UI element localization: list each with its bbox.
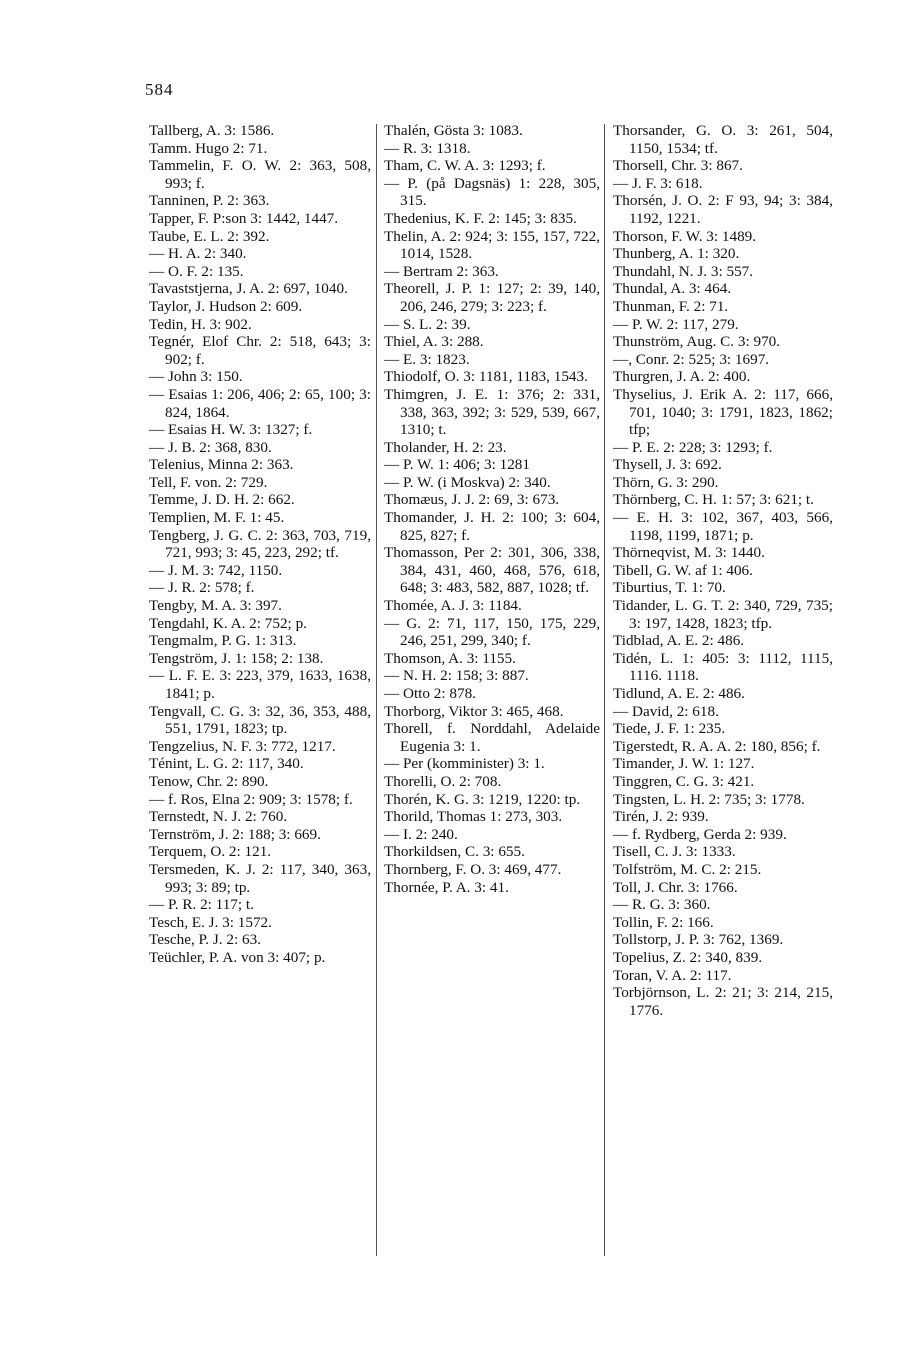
index-entry: Thornée, P. A. 3: 41. <box>384 878 509 896</box>
index-entry: — P. W. (i Moskva) 2: 340. <box>384 473 551 491</box>
index-entry: Thomasson, Per 2: 301, 306, 338, 384, 431, 460, 468, 576, 618, 648; 3: 483, 582, 887, 1028; tf. <box>384 544 600 597</box>
index-entry: Thorsell, Chr. 3: 867. <box>613 157 743 175</box>
index-entry: Thunman, F. 2: 71. <box>613 297 729 315</box>
index-entry: — L. F. E. 3: 223, 379, 1633, 1638, 1841; p. <box>149 667 371 702</box>
index-entry: Tham, C. W. A. 3: 1293; f. <box>384 157 546 175</box>
index-entry: Tigerstedt, R. A. A. 2: 180, 856; f. <box>613 737 821 755</box>
index-entry: Tallberg, A. 3: 1586. <box>149 122 275 139</box>
index-entry: Tersmeden, K. J. 2: 117, 340, 363, 993; 3: 89; tp. <box>149 860 371 896</box>
index-entry: — E. 3: 1823. <box>384 350 470 368</box>
index-entry: Tamm. Hugo 2: 71. <box>149 139 268 157</box>
index-entry: Tengberg, J. G. C. 2: 363, 703, 719, 721, 993; 3: 45, 223, 292; tf. <box>149 526 371 562</box>
index-column-3 <box>613 122 833 1019</box>
index-entry: Tesche, P. J. 2: 63. <box>149 931 261 949</box>
index-entry: Tiede, J. F. 1: 235. <box>613 720 726 738</box>
index-entry: Taube, E. L. 2: 392. <box>149 227 270 245</box>
index-entry: Timander, J. W. 1: 127. <box>613 755 755 773</box>
index-entry: Thörnberg, C. H. 1: 57; 3: 621; t. <box>613 491 814 509</box>
index-entry: — Bertram 2: 363. <box>384 262 499 280</box>
index-entry: — G. 2: 71, 117, 150, 175, 229, 246, 251, 299, 340; f. <box>384 614 600 650</box>
index-entry: Thiodolf, O. 3: 1181, 1183, 1543. <box>384 368 588 386</box>
index-entry: Torbjörnson, L. 2: 21; 3: 214, 215, 1776. <box>613 984 833 1019</box>
index-entry: Tingsten, L. H. 2: 735; 3: 1778. <box>613 790 805 808</box>
index-entry: Thorelli, O. 2: 708. <box>384 772 502 790</box>
index-entry: Thalén, Gösta 3: 1083. <box>384 122 523 139</box>
index-entry: Tengby, M. A. 3: 397. <box>149 597 282 615</box>
index-entry: Thomæus, J. J. 2: 69, 3: 673. <box>384 491 560 509</box>
index-entry: Thornberg, F. O. 3: 469, 477. <box>384 860 562 878</box>
index-entry: Tengström, J. 1: 158; 2: 138. <box>149 649 324 667</box>
index-entry: Tegnér, Elof Chr. 2: 518, 643; 3: 902; f. <box>149 333 371 368</box>
index-entry: — David, 2: 618. <box>613 702 719 720</box>
index-column-1 <box>149 122 371 967</box>
index-entry: Thorborg, Viktor 3: 465, 468. <box>384 702 564 720</box>
index-entry: Thunberg, A. 1: 320. <box>613 245 740 263</box>
index-entry: Tiburtius, T. 1: 70. <box>613 579 726 597</box>
index-entry: Tidblad, A. E. 2: 486. <box>613 632 745 650</box>
column-divider <box>604 124 605 1256</box>
index-entry: Thimgren, J. E. 1: 376; 2: 331, 338, 363, 392; 3: 529, 539, 667, 1310; t. <box>384 385 600 439</box>
index-entry: — O. F. 2: 135. <box>149 262 244 280</box>
index-entry: Thörn, G. 3: 290. <box>613 473 719 491</box>
index-entry: Tollstorp, J. P. 3: 762, 1369. <box>613 931 784 949</box>
index-entry: Tesch, E. J. 3: 1572. <box>149 913 272 931</box>
index-entry: Tammelin, F. O. W. 2: 363, 508, 993; f. <box>149 157 371 192</box>
index-entry: Thomée, A. J. 3: 1184. <box>384 597 522 615</box>
index-entry: Thelin, A. 2: 924; 3: 155, 157, 722, 1014, 1528. <box>384 227 600 263</box>
index-entry: Theorell, J. P. 1: 127; 2: 39, 140, 206, 246, 279; 3: 223; f. <box>384 280 600 315</box>
index-entry: Toran, V. A. 2: 117. <box>613 966 732 984</box>
index-entry: — f. Ros, Elna 2: 909; 3: 1578; f. <box>149 790 353 808</box>
index-entry: Tolfström, M. C. 2: 215. <box>613 860 762 878</box>
index-entry: Tapper, F. P:son 3: 1442, 1447. <box>149 209 339 227</box>
index-entry: — R. G. 3: 360. <box>613 896 711 914</box>
index-entry: Thomander, J. H. 2: 100; 3: 604, 825, 827; f. <box>384 509 600 544</box>
index-entry: — P. W. 1: 406; 3: 1281 <box>384 456 530 474</box>
index-entry: Tell, F. von. 2: 729. <box>149 473 268 491</box>
index-entry: — J. M. 3: 742, 1150. <box>149 561 283 579</box>
index-entry: Tibell, G. W. af 1: 406. <box>613 561 753 579</box>
index-entry: Thorkildsen, C. 3: 655. <box>384 843 525 861</box>
index-entry: Thomson, A. 3: 1155. <box>384 649 516 667</box>
index-entry: Tanninen, P. 2: 363. <box>149 192 270 210</box>
index-entry: Thunström, Aug. C. 3: 970. <box>613 333 781 351</box>
index-entry: — Esaias H. W. 3: 1327; f. <box>149 421 313 439</box>
index-entry: Thorsén, J. O. 2: F 93, 94; 3: 384, 1192, 1221. <box>613 192 833 227</box>
index-entry: Thedenius, K. F. 2: 145; 3: 835. <box>384 209 577 227</box>
index-entry: Terquem, O. 2: 121. <box>149 843 272 861</box>
index-entry: Thorén, K. G. 3: 1219, 1220: tp. <box>384 790 581 808</box>
index-entry: Thorell, f. Norddahl, Adelaide Eugenia 3: 1. <box>384 720 600 755</box>
index-entry: — N. H. 2: 158; 3: 887. <box>384 667 529 685</box>
index-entry: Thorild, Thomas 1: 273, 303. <box>384 808 563 826</box>
index-entry: — R. 3: 1318. <box>384 139 471 157</box>
index-entry: Tenow, Chr. 2: 890. <box>149 772 269 790</box>
index-entry: Ténint, L. G. 2: 117, 340. <box>149 755 304 773</box>
index-entry: — Otto 2: 878. <box>384 685 476 702</box>
index-entry: — P. R. 2: 117; t. <box>149 896 254 914</box>
index-entry: — J. R. 2: 578; f. <box>149 579 255 597</box>
index-entry: Tengzelius, N. F. 3: 772, 1217. <box>149 737 336 755</box>
column-divider <box>376 124 377 1256</box>
index-entry: Teüchler, P. A. von 3: 407; p. <box>149 948 326 966</box>
index-entry: — Per (komminister) 3: 1. <box>384 755 545 773</box>
index-entry: Tirén, J. 2: 939. <box>613 808 709 826</box>
index-entry: Tengvall, C. G. 3: 32, 36, 353, 488, 551, 1791, 1823; tp. <box>149 702 371 738</box>
index-entry: Thiel, A. 3: 288. <box>384 333 484 351</box>
index-entry: Tengdahl, K. A. 2: 752; p. <box>149 614 307 632</box>
index-entry: — P. W. 2: 117, 279. <box>613 315 739 333</box>
index-entry: Thorson, F. W. 3: 1489. <box>613 227 757 245</box>
index-column-2 <box>384 122 600 896</box>
index-entry: Tinggren, C. G. 3: 421. <box>613 772 755 790</box>
index-entry: —, Conr. 2: 525; 3: 1697. <box>613 350 770 368</box>
index-entry: Temme, J. D. H. 2: 662. <box>149 491 295 509</box>
index-entry: Ternstedt, N. J. 2: 760. <box>149 808 288 826</box>
index-entry: Tholander, H. 2: 23. <box>384 438 507 456</box>
index-entry: Tengmalm, P. G. 1: 313. <box>149 632 297 650</box>
index-entry: — E. H. 3: 102, 367, 403, 566, 1198, 1199, 1871; p. <box>613 509 833 544</box>
index-entry: — P. (på Dagsnäs) 1: 228, 305, 315. <box>384 174 600 210</box>
index-entry: Thundal, A. 3: 464. <box>613 280 732 298</box>
index-entry: Toll, J. Chr. 3: 1766. <box>613 878 738 896</box>
index-entry: Tollin, F. 2: 166. <box>613 913 714 931</box>
index-entry: — John 3: 150. <box>149 368 243 386</box>
index-entry: Tidén, L. 1: 405: 3: 1112, 1115, 1116. 1118. <box>613 649 833 685</box>
index-entry: Taylor, J. Hudson 2: 609. <box>149 297 303 315</box>
index-entry: Tidlund, A. E. 2: 486. <box>613 685 745 702</box>
index-entry: Thorsander, G. O. 3: 261, 504, 1150, 1534; tf. <box>613 122 833 157</box>
index-entry: Thysell, J. 3: 692. <box>613 456 722 474</box>
index-entry: Tedin, H. 3: 902. <box>149 315 252 333</box>
index-entry: Topelius, Z. 2: 340, 839. <box>613 948 763 966</box>
page-number: 584 <box>145 80 174 99</box>
index-entry: Tisell, C. J. 3: 1333. <box>613 843 736 861</box>
index-entry: — S. L. 2: 39. <box>384 315 471 333</box>
index-entry: Telenius, Minna 2: 363. <box>149 456 294 474</box>
index-entry: Tavaststjerna, J. A. 2: 697, 1040. <box>149 280 348 298</box>
index-entry: — I. 2: 240. <box>384 825 458 843</box>
index-entry: — P. E. 2: 228; 3: 1293; f. <box>613 438 773 456</box>
index-entry: Templien, M. F. 1: 45. <box>149 509 285 527</box>
index-entry: Thyselius, J. Erik A. 2: 117, 666, 701, 1040; 3: 1791, 1823, 1862; tfp; <box>613 385 833 439</box>
index-entry: Thundahl, N. J. 3: 557. <box>613 262 754 280</box>
index-entry: Tidander, L. G. T. 2: 340, 729, 735; 3: 197, 1428, 1823; tfp. <box>613 597 833 632</box>
index-entry: — J. F. 3: 618. <box>613 174 703 192</box>
index-entry: Thurgren, J. A. 2: 400. <box>613 368 751 386</box>
index-entry: — Esaias 1: 206, 406; 2: 65, 100; 3: 824, 1864. <box>149 385 371 421</box>
index-entry: — H. A. 2: 340. <box>149 245 247 263</box>
index-entry: — J. B. 2: 368, 830. <box>149 438 272 456</box>
index-entry: Thörneqvist, M. 3: 1440. <box>613 544 765 562</box>
index-entry: — f. Rydberg, Gerda 2: 939. <box>613 825 787 843</box>
index-entry: Ternström, J. 2: 188; 3: 669. <box>149 825 321 843</box>
